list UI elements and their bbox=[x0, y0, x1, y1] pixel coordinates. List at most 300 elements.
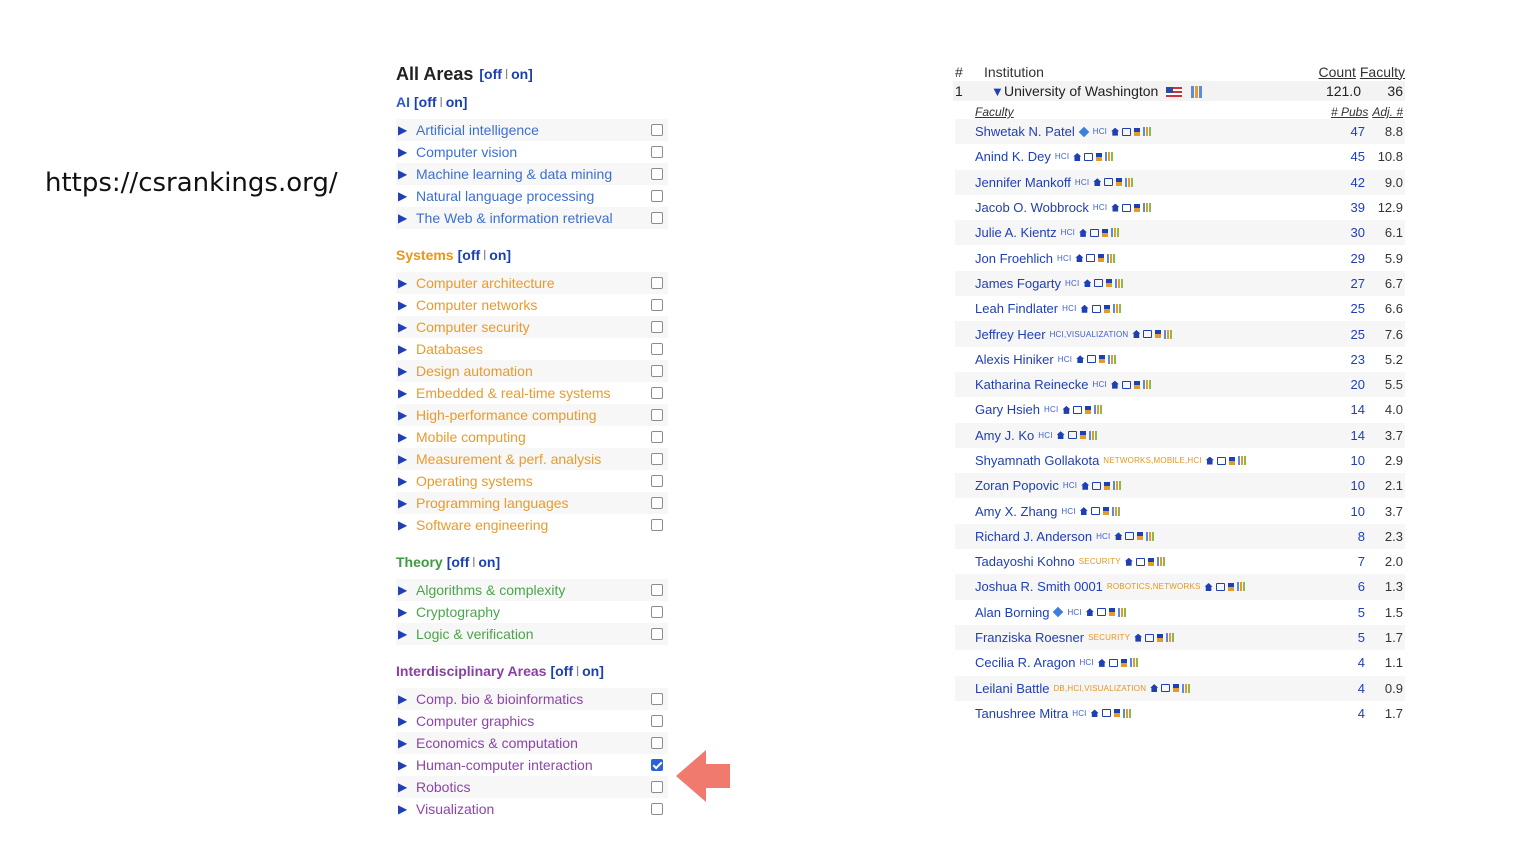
area-item bbox=[396, 732, 668, 754]
dblp-icon[interactable] bbox=[1104, 305, 1110, 313]
bar-chart-icon[interactable] bbox=[1118, 608, 1128, 617]
dblp-icon[interactable] bbox=[1102, 229, 1108, 237]
area-label[interactable]: Economics & computation bbox=[416, 735, 578, 751]
bar-chart-icon[interactable] bbox=[1143, 203, 1153, 212]
bar-chart-icon[interactable] bbox=[1130, 658, 1140, 667]
area-label[interactable]: Natural language processing bbox=[416, 188, 595, 204]
home-icon[interactable] bbox=[1079, 229, 1087, 237]
area-label[interactable]: Measurement & perf. analysis bbox=[416, 451, 602, 467]
scholar-icon[interactable] bbox=[1097, 608, 1106, 616]
faculty-pubs[interactable]: 27 bbox=[1350, 275, 1365, 291]
expand-arrow-icon[interactable]: ▶ bbox=[398, 452, 408, 466]
home-icon[interactable] bbox=[1134, 634, 1142, 642]
faculty-adj: 0.9 bbox=[1384, 680, 1403, 696]
home-icon[interactable] bbox=[1205, 583, 1213, 591]
scholar-icon[interactable] bbox=[1136, 558, 1145, 566]
area-checkbox[interactable] bbox=[651, 519, 663, 531]
area-checkbox[interactable] bbox=[651, 343, 663, 355]
bar-chart-icon[interactable] bbox=[1143, 380, 1153, 389]
expand-arrow-icon[interactable]: ▶ bbox=[398, 276, 408, 290]
bar-chart-icon[interactable] bbox=[1238, 456, 1248, 465]
group-title: Interdisciplinary Areas bbox=[396, 663, 547, 679]
area-checkbox[interactable] bbox=[651, 453, 663, 465]
bar-chart-icon[interactable] bbox=[1125, 178, 1135, 187]
expand-arrow-icon[interactable]: ▶ bbox=[398, 518, 408, 532]
toggle-separator: l bbox=[504, 66, 509, 82]
expand-arrow-icon[interactable]: ▶ bbox=[398, 583, 408, 597]
dblp-icon[interactable] bbox=[1134, 204, 1140, 212]
expand-arrow-icon[interactable]: ▶ bbox=[398, 145, 408, 159]
area-checkbox[interactable] bbox=[651, 803, 663, 815]
bar-chart-icon[interactable] bbox=[1115, 279, 1125, 288]
area-label[interactable]: Design automation bbox=[416, 363, 533, 379]
home-icon[interactable] bbox=[1091, 709, 1099, 717]
area-label[interactable]: Computer networks bbox=[416, 297, 538, 313]
faculty-pubs[interactable]: 47 bbox=[1350, 124, 1365, 140]
faculty-name[interactable]: Cecilia R. Aragon bbox=[975, 655, 1076, 671]
toggle-on-link[interactable]: on bbox=[511, 66, 529, 82]
faculty-area-tags: HCI bbox=[1079, 658, 1094, 668]
area-label[interactable]: Operating systems bbox=[416, 473, 533, 489]
faculty-pubs[interactable]: 10 bbox=[1350, 503, 1365, 519]
faculty-row bbox=[955, 296, 1405, 321]
expand-arrow-icon[interactable]: ▶ bbox=[398, 714, 408, 728]
faculty-row bbox=[955, 549, 1405, 574]
bar-chart-icon[interactable] bbox=[1182, 684, 1192, 693]
dblp-icon[interactable] bbox=[1137, 532, 1143, 540]
faculty-name[interactable]: Shyamnath Gollakota bbox=[975, 453, 1100, 468]
faculty-name[interactable]: Julie A. Kientz bbox=[975, 225, 1057, 241]
faculty-name[interactable]: Leilani Battle bbox=[975, 680, 1050, 696]
bar-chart-icon[interactable] bbox=[1108, 355, 1118, 364]
area-checkbox[interactable] bbox=[651, 277, 663, 289]
faculty-pubs[interactable]: 29 bbox=[1350, 250, 1365, 266]
faculty-row bbox=[955, 372, 1405, 397]
toggle-off-link[interactable]: off bbox=[484, 66, 502, 82]
faculty-links bbox=[1111, 380, 1153, 389]
area-label[interactable]: Mobile computing bbox=[416, 429, 526, 445]
bar-chart-icon[interactable] bbox=[1089, 431, 1099, 440]
faculty-adj: 7.6 bbox=[1384, 326, 1403, 342]
faculty-row bbox=[955, 498, 1405, 523]
scholar-icon[interactable] bbox=[1161, 684, 1170, 692]
col-count-header[interactable]: Count bbox=[1318, 63, 1356, 80]
scholar-icon[interactable] bbox=[1109, 659, 1118, 667]
dblp-icon[interactable] bbox=[1121, 659, 1127, 667]
home-icon[interactable] bbox=[1083, 279, 1091, 287]
scholar-icon[interactable] bbox=[1104, 178, 1113, 186]
dblp-icon[interactable] bbox=[1157, 634, 1163, 642]
home-icon[interactable] bbox=[1132, 330, 1140, 338]
faculty-name[interactable]: James Fogarty bbox=[975, 275, 1061, 291]
toggle-on-link[interactable]: on bbox=[478, 554, 496, 570]
faculty-adj: 1.1 bbox=[1384, 655, 1403, 671]
area-label[interactable]: Robotics bbox=[416, 779, 471, 795]
area-checkbox[interactable] bbox=[651, 497, 663, 509]
pubs-col-header[interactable]: # Pubs bbox=[1330, 105, 1369, 119]
home-icon[interactable] bbox=[1111, 381, 1119, 389]
faculty-name[interactable]: Alan Borning bbox=[975, 604, 1050, 620]
institution-name[interactable]: University of Washington bbox=[1004, 83, 1159, 99]
area-label[interactable]: Computer security bbox=[416, 319, 530, 335]
area-checkbox[interactable] bbox=[651, 715, 663, 727]
faculty-name[interactable]: Leah Findlater bbox=[975, 301, 1059, 317]
area-label[interactable]: Logic & verification bbox=[416, 626, 534, 642]
scholar-icon[interactable] bbox=[1090, 229, 1099, 237]
area-label[interactable]: The Web & information retrieval bbox=[416, 210, 613, 226]
scholar-icon[interactable] bbox=[1122, 204, 1131, 212]
expand-arrow-icon[interactable]: ▶ bbox=[398, 780, 408, 794]
faculty-links bbox=[1073, 152, 1115, 161]
area-label[interactable]: Algorithms & complexity bbox=[416, 582, 566, 598]
col-faculty-header[interactable]: Faculty bbox=[1359, 63, 1405, 80]
bar-chart-icon[interactable] bbox=[1191, 86, 1203, 98]
toggle-links: [off l on] bbox=[479, 66, 533, 82]
expand-arrow-icon[interactable]: ▶ bbox=[398, 627, 408, 641]
home-icon[interactable] bbox=[1086, 608, 1094, 616]
faculty-area-tags: HCI bbox=[1062, 304, 1077, 314]
area-item bbox=[396, 754, 668, 776]
bar-chart-icon[interactable] bbox=[1105, 152, 1115, 161]
dblp-icon[interactable] bbox=[1080, 431, 1086, 439]
faculty-adj: 1.7 bbox=[1384, 630, 1403, 646]
home-icon[interactable] bbox=[1150, 684, 1158, 692]
faculty-area-tags: HCI bbox=[1092, 380, 1107, 390]
toggle-on-link[interactable]: on bbox=[582, 663, 600, 679]
faculty-name[interactable]: Jacob O. Wobbrock bbox=[975, 200, 1089, 216]
faculty-links bbox=[1057, 431, 1099, 440]
bar-chart-icon[interactable] bbox=[1111, 228, 1121, 237]
toggle-off-link[interactable]: off bbox=[418, 94, 437, 110]
faculty-row bbox=[955, 574, 1405, 599]
faculty-links bbox=[1114, 532, 1156, 541]
faculty-pubs[interactable]: 5 bbox=[1357, 604, 1365, 620]
faculty-pubs[interactable]: 20 bbox=[1350, 377, 1365, 393]
home-icon[interactable] bbox=[1073, 153, 1081, 161]
faculty-pubs[interactable]: 8 bbox=[1357, 528, 1365, 544]
scholar-icon[interactable] bbox=[1086, 254, 1095, 262]
faculty-name[interactable]: Jennifer Mankoff bbox=[975, 174, 1071, 190]
home-icon[interactable] bbox=[1206, 457, 1214, 465]
faculty-name[interactable]: Shwetak N. Patel bbox=[975, 124, 1075, 140]
faculty-row bbox=[955, 144, 1405, 169]
expand-arrow-icon[interactable]: ▶ bbox=[398, 496, 408, 510]
collapse-triangle-icon[interactable]: ▼ bbox=[991, 83, 1004, 99]
faculty-pubs[interactable]: 39 bbox=[1350, 200, 1365, 216]
faculty-name[interactable]: Richard J. Anderson bbox=[975, 528, 1093, 544]
expand-arrow-icon[interactable]: ▶ bbox=[398, 430, 408, 444]
dblp-icon[interactable] bbox=[1155, 330, 1161, 338]
scholar-icon[interactable] bbox=[1091, 507, 1100, 515]
area-label[interactable]: Cryptography bbox=[416, 604, 501, 620]
faculty-pubs[interactable]: 45 bbox=[1350, 149, 1365, 165]
area-checkbox[interactable] bbox=[651, 365, 663, 377]
area-checkbox[interactable] bbox=[651, 387, 663, 399]
faculty-links bbox=[1062, 405, 1104, 414]
faculty-pubs[interactable]: 6 bbox=[1357, 579, 1365, 595]
expand-arrow-icon[interactable]: ▶ bbox=[398, 474, 408, 488]
faculty-area-tags: SECURITY bbox=[1078, 557, 1121, 567]
dblp-icon[interactable] bbox=[1228, 583, 1234, 591]
expand-arrow-icon[interactable]: ▶ bbox=[398, 189, 408, 203]
faculty-name[interactable]: Anind K. Dey bbox=[975, 149, 1051, 165]
faculty-links bbox=[1079, 228, 1121, 237]
scholar-icon[interactable] bbox=[1073, 406, 1082, 414]
area-label[interactable]: Software engineering bbox=[416, 517, 549, 533]
faculty-pubs[interactable]: 42 bbox=[1350, 174, 1365, 190]
area-group-inter bbox=[396, 661, 668, 820]
faculty-links bbox=[1132, 330, 1174, 339]
home-icon[interactable] bbox=[1081, 305, 1089, 313]
scholar-icon[interactable] bbox=[1102, 709, 1111, 717]
dblp-icon[interactable] bbox=[1104, 482, 1110, 490]
dblp-icon[interactable] bbox=[1173, 684, 1179, 692]
areas-panel bbox=[396, 62, 668, 820]
scholar-icon[interactable] bbox=[1122, 128, 1131, 136]
faculty-links bbox=[1093, 178, 1135, 187]
area-checkbox[interactable] bbox=[651, 759, 663, 771]
dblp-icon[interactable] bbox=[1099, 355, 1105, 363]
faculty-name[interactable]: Tanushree Mitra bbox=[975, 705, 1069, 721]
faculty-pubs[interactable]: 25 bbox=[1350, 301, 1365, 317]
expand-arrow-icon[interactable]: ▶ bbox=[398, 123, 408, 137]
area-checkbox[interactable] bbox=[651, 584, 663, 596]
faculty-pubs[interactable]: 4 bbox=[1357, 680, 1365, 696]
home-icon[interactable] bbox=[1114, 532, 1122, 540]
scholar-icon[interactable] bbox=[1087, 355, 1096, 363]
home-icon[interactable] bbox=[1076, 355, 1084, 363]
expand-arrow-icon[interactable]: ▶ bbox=[398, 320, 408, 334]
scholar-icon[interactable] bbox=[1084, 153, 1093, 161]
award-diamond-icon bbox=[1053, 607, 1064, 618]
home-icon[interactable] bbox=[1098, 659, 1106, 667]
area-checkbox[interactable] bbox=[651, 606, 663, 618]
scholar-icon[interactable] bbox=[1216, 583, 1225, 591]
area-checkbox[interactable] bbox=[651, 475, 663, 487]
area-label[interactable]: Computer vision bbox=[416, 144, 518, 160]
dblp-icon[interactable] bbox=[1106, 279, 1112, 287]
adj-col-header[interactable]: Adj. # bbox=[1372, 105, 1403, 119]
area-item bbox=[396, 470, 668, 492]
faculty-area-tags: HCI bbox=[1038, 430, 1053, 440]
area-label[interactable]: Embedded & real-time systems bbox=[416, 385, 611, 401]
dblp-icon[interactable] bbox=[1148, 558, 1154, 566]
expand-arrow-icon[interactable]: ▶ bbox=[398, 408, 408, 422]
bar-chart-icon[interactable] bbox=[1237, 582, 1247, 591]
toggle-off-link[interactable]: off bbox=[555, 663, 573, 679]
bar-chart-icon[interactable] bbox=[1094, 405, 1104, 414]
toggle-off-link[interactable]: off bbox=[462, 247, 481, 263]
faculty-adj: 6.6 bbox=[1384, 301, 1403, 317]
toggle-off-link[interactable]: off bbox=[451, 554, 470, 570]
area-checkbox[interactable] bbox=[651, 431, 663, 443]
faculty-name[interactable]: Amy J. Ko bbox=[975, 427, 1035, 443]
scholar-icon[interactable] bbox=[1092, 482, 1101, 490]
area-label[interactable]: Artificial intelligence bbox=[416, 122, 539, 138]
area-label[interactable]: Computer graphics bbox=[416, 713, 535, 729]
expand-arrow-icon[interactable]: ▶ bbox=[398, 364, 408, 378]
scholar-icon[interactable] bbox=[1068, 431, 1077, 439]
faculty-name[interactable]: Joshua R. Smith 0001 bbox=[975, 579, 1103, 595]
faculty-area-tags: NETWORKS,MOBILE,HCI bbox=[1103, 456, 1202, 465]
expand-arrow-icon[interactable]: ▶ bbox=[398, 298, 408, 312]
home-icon[interactable] bbox=[1111, 128, 1119, 136]
dblp-icon[interactable] bbox=[1134, 381, 1140, 389]
faculty-pubs[interactable]: 10 bbox=[1350, 478, 1365, 494]
area-checkbox[interactable] bbox=[651, 146, 663, 158]
dblp-icon[interactable] bbox=[1103, 507, 1109, 515]
faculty-row bbox=[955, 271, 1405, 296]
faculty-links bbox=[1075, 254, 1117, 263]
home-icon[interactable] bbox=[1111, 204, 1119, 212]
toggle-separator: l bbox=[472, 554, 476, 570]
faculty-name[interactable]: Alexis Hiniker bbox=[975, 351, 1054, 367]
bar-chart-icon[interactable] bbox=[1143, 127, 1153, 136]
scholar-icon[interactable] bbox=[1143, 330, 1152, 338]
area-checkbox[interactable] bbox=[651, 212, 663, 224]
scholar-icon[interactable] bbox=[1145, 634, 1154, 642]
home-icon[interactable] bbox=[1057, 431, 1065, 439]
area-item bbox=[396, 316, 668, 338]
faculty-pubs[interactable]: 5 bbox=[1357, 630, 1365, 646]
area-checkbox[interactable] bbox=[651, 299, 663, 311]
faculty-name[interactable]: Franziska Roesner bbox=[975, 630, 1085, 646]
bar-chart-icon[interactable] bbox=[1112, 507, 1122, 516]
faculty-adj: 8.8 bbox=[1384, 124, 1403, 140]
dblp-icon[interactable] bbox=[1098, 254, 1104, 262]
expand-arrow-icon[interactable]: ▶ bbox=[398, 758, 408, 772]
expand-arrow-icon[interactable]: ▶ bbox=[398, 802, 408, 816]
dblp-icon[interactable] bbox=[1229, 457, 1235, 465]
faculty-name[interactable]: Amy X. Zhang bbox=[975, 503, 1058, 519]
dblp-icon[interactable] bbox=[1109, 608, 1115, 616]
scholar-icon[interactable] bbox=[1092, 305, 1101, 313]
area-label[interactable]: High-performance computing bbox=[416, 407, 597, 423]
faculty-name[interactable]: Gary Hsieh bbox=[975, 402, 1041, 418]
area-item bbox=[396, 426, 668, 448]
area-label[interactable]: Databases bbox=[416, 341, 483, 357]
toggle-separator: l bbox=[576, 663, 580, 679]
expand-arrow-icon[interactable]: ▶ bbox=[398, 736, 408, 750]
toggle-on-link[interactable]: on bbox=[489, 247, 507, 263]
dblp-icon[interactable] bbox=[1096, 153, 1102, 161]
area-label[interactable]: Comp. bio & bioinformatics bbox=[416, 691, 584, 707]
faculty-row bbox=[955, 195, 1405, 220]
faculty-name[interactable]: Tadayoshi Kohno bbox=[975, 554, 1075, 570]
dblp-icon[interactable] bbox=[1134, 128, 1140, 136]
home-icon[interactable] bbox=[1125, 558, 1133, 566]
group-title: Theory bbox=[396, 554, 443, 570]
faculty-name[interactable]: Katharina Reinecke bbox=[975, 377, 1089, 393]
area-checkbox[interactable] bbox=[651, 124, 663, 136]
bar-chart-icon[interactable] bbox=[1146, 532, 1156, 541]
faculty-links bbox=[1125, 557, 1167, 566]
faculty-name[interactable]: Zoran Popovic bbox=[975, 478, 1059, 494]
faculty-pubs[interactable]: 7 bbox=[1357, 554, 1365, 570]
area-label[interactable]: Human-computer interaction bbox=[416, 757, 593, 773]
area-label[interactable]: Programming languages bbox=[416, 495, 569, 511]
area-checkbox[interactable] bbox=[651, 693, 663, 705]
area-label[interactable]: Machine learning & data mining bbox=[416, 166, 613, 182]
bar-chart-icon[interactable] bbox=[1157, 557, 1167, 566]
dblp-icon[interactable] bbox=[1085, 406, 1091, 414]
faculty-pubs[interactable]: 4 bbox=[1357, 705, 1365, 721]
faculty-name[interactable]: Jon Froehlich bbox=[975, 250, 1054, 266]
scholar-icon[interactable] bbox=[1094, 279, 1103, 287]
area-item bbox=[396, 688, 668, 710]
bar-chart-icon[interactable] bbox=[1166, 633, 1176, 642]
toggle-links: [off l on] bbox=[457, 247, 512, 263]
faculty-area-tags: HCI bbox=[1062, 481, 1078, 491]
area-checkbox[interactable] bbox=[651, 409, 663, 421]
faculty-area-tags: HCI bbox=[1067, 607, 1082, 617]
faculty-pubs[interactable]: 10 bbox=[1350, 453, 1365, 468]
institution-row[interactable] bbox=[953, 81, 1405, 101]
expand-arrow-icon[interactable]: ▶ bbox=[398, 211, 408, 225]
faculty-pubs[interactable]: 25 bbox=[1350, 326, 1365, 342]
area-group-sys bbox=[396, 245, 668, 536]
faculty-pubs[interactable]: 23 bbox=[1350, 351, 1365, 367]
faculty-name[interactable]: Jeffrey Heer bbox=[975, 326, 1046, 342]
area-checkbox[interactable] bbox=[651, 168, 663, 180]
bar-chart-icon[interactable] bbox=[1113, 304, 1123, 313]
scholar-icon[interactable] bbox=[1217, 457, 1226, 465]
area-checkbox[interactable] bbox=[651, 190, 663, 202]
faculty-row bbox=[955, 625, 1405, 650]
faculty-col-header[interactable]: Faculty bbox=[975, 105, 1014, 119]
dblp-icon[interactable] bbox=[1116, 178, 1122, 186]
faculty-adj: 5.2 bbox=[1384, 351, 1403, 367]
bar-chart-icon[interactable] bbox=[1164, 330, 1174, 339]
area-item bbox=[396, 382, 668, 404]
home-icon[interactable] bbox=[1080, 507, 1088, 515]
faculty-links bbox=[1111, 203, 1153, 212]
area-label[interactable]: Computer architecture bbox=[416, 275, 555, 291]
col-rank-header: # bbox=[955, 63, 963, 80]
faculty-row bbox=[955, 170, 1405, 195]
faculty-pubs[interactable]: 30 bbox=[1350, 225, 1365, 241]
home-icon[interactable] bbox=[1081, 482, 1089, 490]
area-label[interactable]: Visualization bbox=[416, 801, 495, 817]
faculty-pubs[interactable]: 14 bbox=[1350, 402, 1365, 418]
home-icon[interactable] bbox=[1075, 254, 1083, 262]
faculty-pubs[interactable]: 14 bbox=[1350, 427, 1365, 443]
bar-chart-icon[interactable] bbox=[1113, 481, 1123, 490]
toggle-separator: l bbox=[439, 94, 443, 110]
expand-arrow-icon[interactable]: ▶ bbox=[398, 167, 408, 181]
bar-chart-icon[interactable] bbox=[1107, 254, 1117, 263]
home-icon[interactable] bbox=[1062, 406, 1070, 414]
scholar-icon[interactable] bbox=[1125, 532, 1134, 540]
expand-arrow-icon[interactable]: ▶ bbox=[398, 605, 408, 619]
bar-chart-icon[interactable] bbox=[1123, 709, 1133, 718]
dblp-icon[interactable] bbox=[1114, 709, 1120, 717]
area-checkbox[interactable] bbox=[651, 737, 663, 749]
faculty-pubs[interactable]: 4 bbox=[1357, 655, 1365, 671]
area-checkbox[interactable] bbox=[651, 321, 663, 333]
toggle-on-link[interactable]: on bbox=[445, 94, 463, 110]
home-icon[interactable] bbox=[1093, 178, 1101, 186]
expand-arrow-icon[interactable]: ▶ bbox=[398, 692, 408, 706]
area-checkbox[interactable] bbox=[651, 628, 663, 640]
faculty-area-tags: HCI bbox=[1061, 506, 1076, 516]
expand-arrow-icon[interactable]: ▶ bbox=[398, 386, 408, 400]
faculty-area-tags: HCI bbox=[1044, 405, 1059, 415]
expand-arrow-icon[interactable]: ▶ bbox=[398, 342, 408, 356]
scholar-icon[interactable] bbox=[1122, 381, 1131, 389]
area-checkbox[interactable] bbox=[651, 781, 663, 793]
faculty-row bbox=[955, 119, 1405, 144]
